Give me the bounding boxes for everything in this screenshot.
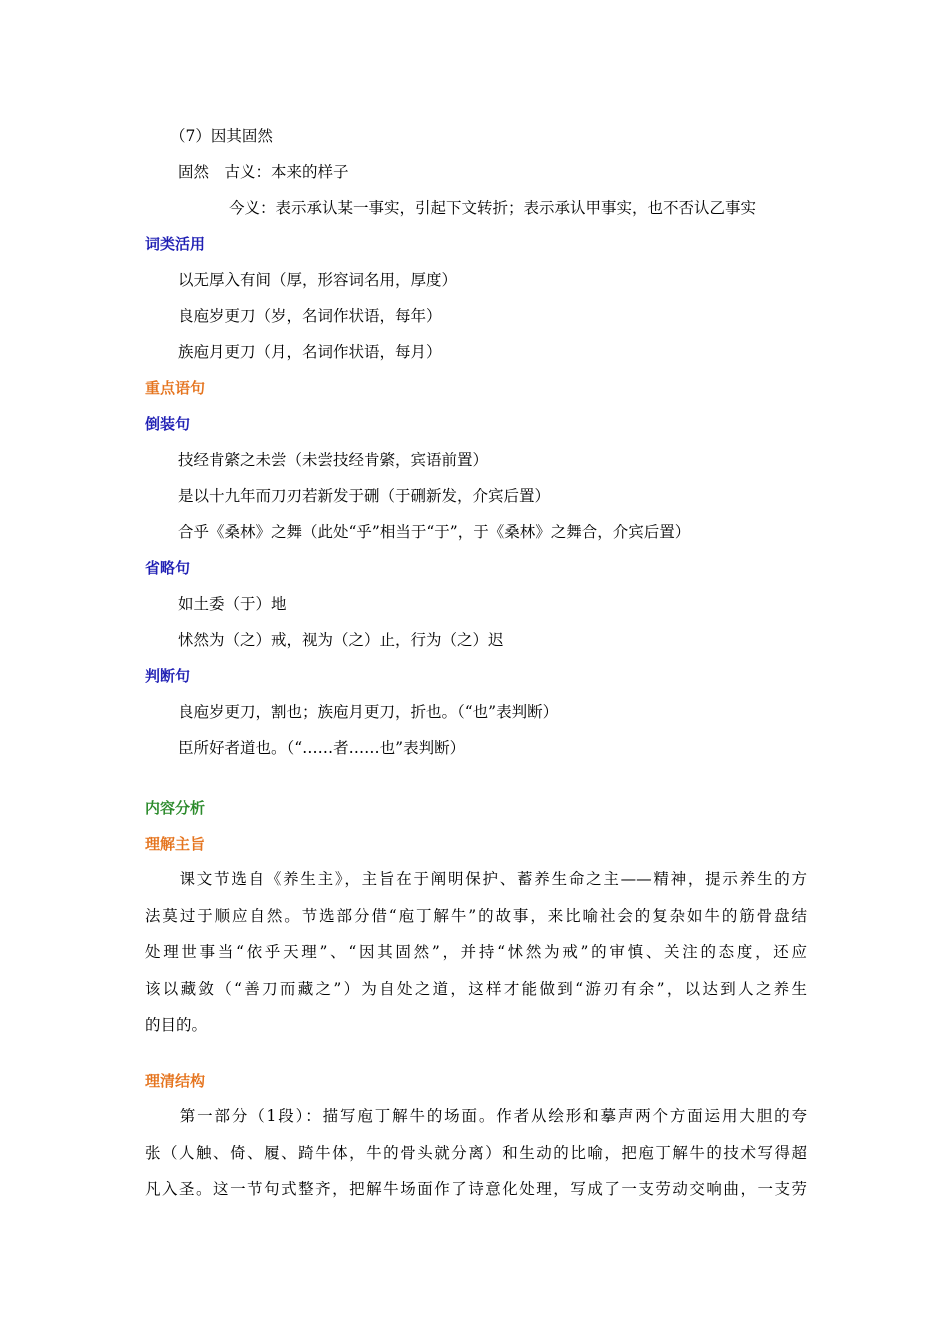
heading-jiegou: 理清结构 [145,1072,206,1090]
daozhuang-line: 合乎《桑林》之舞（此处“乎”相当于“于”，于《桑林》之舞合，介宾后置） [178,523,691,541]
paragraph-line: 第一部分（1段）：描写庖丁解牛的场面。作者从绘形和摹声两个方面运用大胆的夸 [145,1107,807,1125]
panduan-line: 良庖岁更刀，割也；族庖月更刀，折也。（“也”表判断） [178,703,559,721]
jiegou-paragraph [145,1098,807,1208]
paragraph-line: 课文节选自《养生主》，主旨在于阐明保护、蓄养生命之主——精神，提示养生的方 [145,870,807,888]
paragraph-line: 的目的。 [145,1016,208,1034]
shenglue-line: 如土委（于）地 [178,595,287,613]
heading-zhuzhi: 理解主旨 [145,835,206,853]
vocab-modern-meaning: 今义：表示承认某一事实，引起下文转折；表示承认甲事实，也不否认乙事实 [229,199,757,217]
cilei-line: 良庖岁更刀（岁，名词作状语，每年） [178,307,442,325]
cilei-line: 以无厚入有间（厚，形容词名用，厚度） [178,271,458,289]
cilei-line: 族庖月更刀（月，名词作状语，每月） [178,343,442,361]
paragraph-line: 处理世事当“依乎天理”、“因其固然”，并持“怵然为戒”的审慎、关注的态度，还应 [145,943,807,961]
shenglue-line: 怵然为（之）戒，视为（之）止，行为（之）迟 [178,631,504,649]
paragraph-line: 法莫过于顺应自然。节选部分借“庖丁解牛”的故事，来比喻社会的复杂如牛的筋骨盘结 [145,906,807,925]
heading-neirong: 内容分析 [145,799,206,817]
vocab-ancient-meaning: 固然 古义：本来的样子 [178,163,349,181]
paragraph-line: 凡入圣。这一节句式整齐，把解牛场面作了诗意化处理，写成了一支劳动交响曲，一支劳 [145,1180,807,1198]
heading-daozhuang: 倒装句 [145,415,191,433]
paragraph-line: 张（人触、倚、履、踦牛体，牛的骨头就分离）和生动的比喻，把庖丁解牛的技术写得超 [145,1143,807,1162]
daozhuang-line: 技经肯綮之未尝（未尝技经肯綮，宾语前置） [178,451,489,469]
panduan-line: 臣所好者道也。（“……者……也”表判断） [178,739,466,757]
heading-shenglue: 省略句 [145,559,191,577]
zhuzhi-paragraph [145,861,807,1044]
heading-panduan: 判断句 [145,667,191,685]
paragraph-line: 该以藏敛（“善刀而藏之”）为自处之道，这样才能做到“游刃有余”，以达到人之养生 [145,979,807,998]
heading-cilei: 词类活用 [145,235,206,253]
heading-zhongdian: 重点语句 [145,379,206,397]
vocab-item-7: （7）因其固然 [170,127,273,145]
daozhuang-line: 是以十九年而刀刃若新发于硎（于硎新发，介宾后置） [178,487,551,505]
